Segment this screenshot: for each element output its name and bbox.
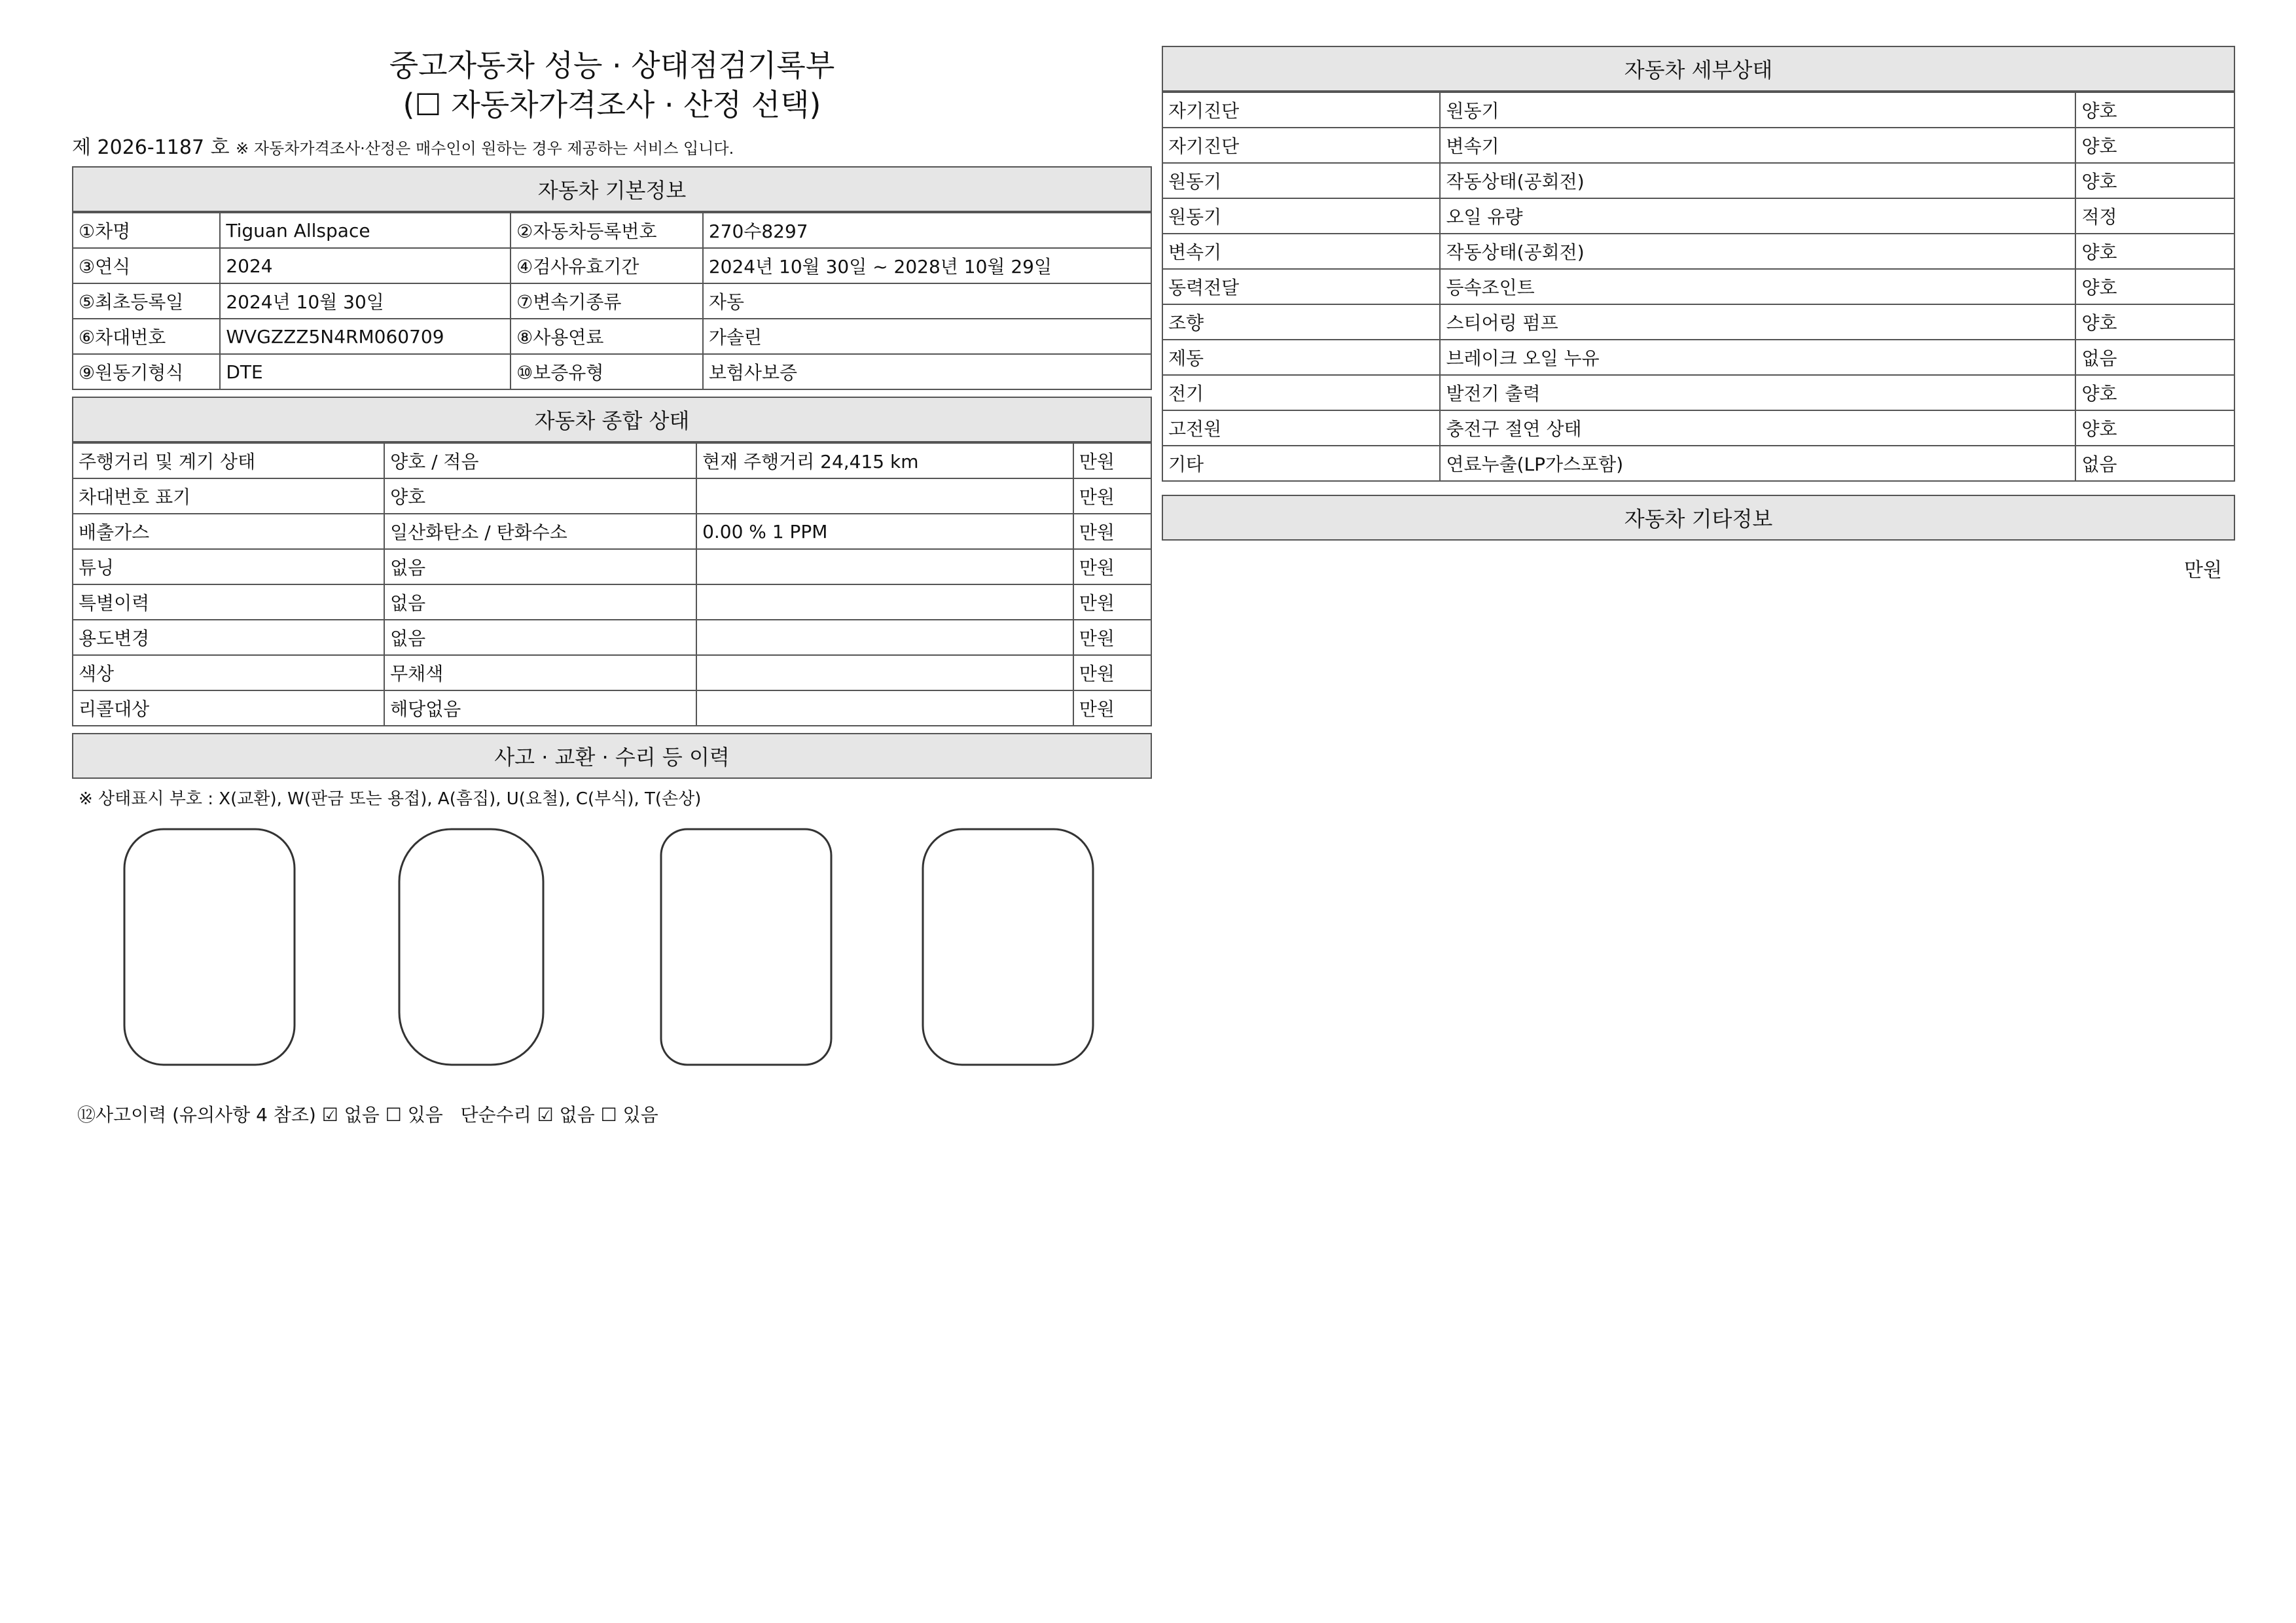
- basic-cell: ①차명: [73, 213, 220, 248]
- overall-cell: 주행거리 및 계기 상태: [73, 443, 384, 478]
- detail-row: [1162, 375, 2234, 410]
- doc-number: 제 2026-1187 호: [72, 136, 230, 159]
- detail-cell: 동력전달: [1162, 269, 1440, 304]
- basic-cell: ⑤최초등록일: [73, 283, 220, 319]
- basic-cell: 가솔린: [703, 319, 1151, 354]
- basic-heading: 자동차 기본정보: [72, 166, 1152, 212]
- overall-cell: [696, 655, 1073, 690]
- detail-row: [1162, 340, 2234, 375]
- legend: ※ 상태표시 부호 : X(교환), W(판금 또는 용접), A(흠집), U(요철), C(부식), T(손상): [79, 789, 702, 809]
- detail-row: [1162, 234, 2234, 269]
- detail-cell: 연료누출(LP가스포함): [1440, 446, 2075, 481]
- overall-cell: 특별이력: [73, 584, 384, 620]
- basic-row: [73, 213, 1151, 248]
- basic-cell: ②자동차등록번호: [511, 213, 703, 248]
- basic-cell: ⑨원동기형식: [73, 354, 220, 389]
- overall-row: [73, 549, 1151, 584]
- detail-row: [1162, 446, 2234, 481]
- detail-cell: 없음: [2075, 446, 2234, 481]
- detail-cell: 기타: [1162, 446, 1440, 481]
- detail-cell: 전기: [1162, 375, 1440, 410]
- overall-cell: 없음: [384, 620, 696, 655]
- basic-cell: DTE: [220, 354, 511, 389]
- overall-cell: 만원: [1073, 655, 1151, 690]
- notice: ※ 자동차가격조사·산정은 매수인이 원하는 경우 제공하는 서비스 입니다.: [236, 139, 734, 158]
- overall-cell: 없음: [384, 549, 696, 584]
- basic-cell: ⑩보증유형: [511, 354, 703, 389]
- overall-cell: 양호: [384, 478, 696, 514]
- detail-cell: 작동상태(공회전): [1440, 234, 2075, 269]
- overall-cell: 양호 / 적음: [384, 443, 696, 478]
- overall-cell: 만원: [1073, 443, 1151, 478]
- basic-table: [72, 212, 1152, 390]
- overall-cell: 튜닝: [73, 549, 384, 584]
- overall-cell: 만원: [1073, 514, 1151, 549]
- detail-cell: 원동기: [1162, 163, 1440, 198]
- overall-row: [73, 584, 1151, 620]
- overall-cell: 없음: [384, 584, 696, 620]
- overall-cell: 만원: [1073, 620, 1151, 655]
- detail-cell: 양호: [2075, 234, 2234, 269]
- overall-cell: 색상: [73, 655, 384, 690]
- basic-row: [73, 354, 1151, 389]
- overall-cell: 해당없음: [384, 690, 696, 726]
- basic-cell: ③연식: [73, 248, 220, 283]
- detail-cell: 자기진단: [1162, 92, 1440, 128]
- overall-cell: 용도변경: [73, 620, 384, 655]
- detail-row: [1162, 128, 2234, 163]
- overall-cell: 현재 주행거리 24,415 km: [696, 443, 1073, 478]
- basic-row: [73, 283, 1151, 319]
- right-column: [1162, 46, 2235, 596]
- detail-cell: 양호: [2075, 375, 2234, 410]
- overall-cell: 만원: [1073, 478, 1151, 514]
- other-heading: 자동차 기타정보: [1162, 495, 2235, 541]
- car-diagram: [72, 816, 1152, 1091]
- simple-repair: 단순수리 ☑ 없음 ☐ 있음: [460, 1104, 658, 1126]
- detail-cell: 원동기: [1162, 198, 1440, 234]
- detail-row: [1162, 163, 2234, 198]
- accident-history: ⑫사고이력 (유의사항 4 참조) ☑ 없음 ☐ 있음: [77, 1104, 443, 1126]
- detail-cell: 조향: [1162, 304, 1440, 340]
- basic-cell: WVGZZZ5N4RM060709: [220, 319, 511, 354]
- overall-table: [72, 442, 1152, 726]
- overall-cell: 0.00 % 1 PPM: [696, 514, 1073, 549]
- left-column: [72, 46, 1152, 1132]
- detail-cell: 충전구 절연 상태: [1440, 410, 2075, 446]
- detail-cell: 적정: [2075, 198, 2234, 234]
- detail-cell: 발전기 출력: [1440, 375, 2075, 410]
- overall-row: [73, 443, 1151, 478]
- basic-cell: ⑧사용연료: [511, 319, 703, 354]
- detail-row: [1162, 92, 2234, 128]
- detail-cell: 없음: [2075, 340, 2234, 375]
- detail-row: [1162, 410, 2234, 446]
- overall-cell: 리콜대상: [73, 690, 384, 726]
- detail-table: [1162, 92, 2235, 482]
- detail-cell: 자기진단: [1162, 128, 1440, 163]
- detail-cell: 양호: [2075, 163, 2234, 198]
- basic-cell: 270수8297: [703, 213, 1151, 248]
- overall-cell: [696, 584, 1073, 620]
- page-subtitle: (☐ 자동차가격조사 · 산정 선택): [403, 87, 821, 122]
- overall-heading: 자동차 종합 상태: [72, 397, 1152, 442]
- detail-cell: 오일 유량: [1440, 198, 2075, 234]
- detail-row: [1162, 269, 2234, 304]
- overall-cell: 일산화탄소 / 탄화수소: [384, 514, 696, 549]
- overall-cell: 만원: [1073, 690, 1151, 726]
- detail-cell: 등속조인트: [1440, 269, 2075, 304]
- basic-row: [73, 319, 1151, 354]
- detail-cell: 양호: [2075, 410, 2234, 446]
- basic-cell: 2024년 10월 30일 ~ 2028년 10월 29일: [703, 248, 1151, 283]
- page-title: 중고자동차 성능 · 상태점검기록부: [389, 48, 835, 83]
- detail-cell: 양호: [2075, 92, 2234, 128]
- overall-cell: 배출가스: [73, 514, 384, 549]
- basic-cell: ⑥차대번호: [73, 319, 220, 354]
- basic-cell: ④검사유효기간: [511, 248, 703, 283]
- overall-row: [73, 478, 1151, 514]
- detail-row: [1162, 304, 2234, 340]
- overall-cell: [696, 549, 1073, 584]
- basic-cell: 보험사보증: [703, 354, 1151, 389]
- accident-heading: 사고 · 교환 · 수리 등 이력: [72, 733, 1152, 779]
- basic-cell: 자동: [703, 283, 1151, 319]
- overall-cell: 차대번호 표기: [73, 478, 384, 514]
- overall-row: [73, 690, 1151, 726]
- detail-cell: 양호: [2075, 269, 2234, 304]
- overall-cell: [696, 478, 1073, 514]
- basic-cell: Tiguan Allspace: [220, 213, 511, 248]
- overall-cell: [696, 690, 1073, 726]
- detail-cell: 원동기: [1440, 92, 2075, 128]
- basic-cell: ⑦변속기종류: [511, 283, 703, 319]
- detail-row: [1162, 198, 2234, 234]
- detail-cell: 고전원: [1162, 410, 1440, 446]
- detail-cell: 양호: [2075, 128, 2234, 163]
- detail-cell: 양호: [2075, 304, 2234, 340]
- overall-row: [73, 514, 1151, 549]
- basic-row: [73, 248, 1151, 283]
- basic-cell: 2024: [220, 248, 511, 283]
- detail-cell: 변속기: [1440, 128, 2075, 163]
- detail-cell: 변속기: [1162, 234, 1440, 269]
- overall-cell: [696, 620, 1073, 655]
- detail-cell: 제동: [1162, 340, 1440, 375]
- other-price: 만원: [2184, 559, 2222, 582]
- detail-heading: 자동차 세부상태: [1162, 46, 2235, 92]
- overall-row: [73, 620, 1151, 655]
- overall-cell: 만원: [1073, 584, 1151, 620]
- detail-cell: 스티어링 펌프: [1440, 304, 2075, 340]
- overall-cell: 무채색: [384, 655, 696, 690]
- detail-cell: 작동상태(공회전): [1440, 163, 2075, 198]
- detail-cell: 브레이크 오일 누유: [1440, 340, 2075, 375]
- overall-row: [73, 655, 1151, 690]
- overall-cell: 만원: [1073, 549, 1151, 584]
- basic-cell: 2024년 10월 30일: [220, 283, 511, 319]
